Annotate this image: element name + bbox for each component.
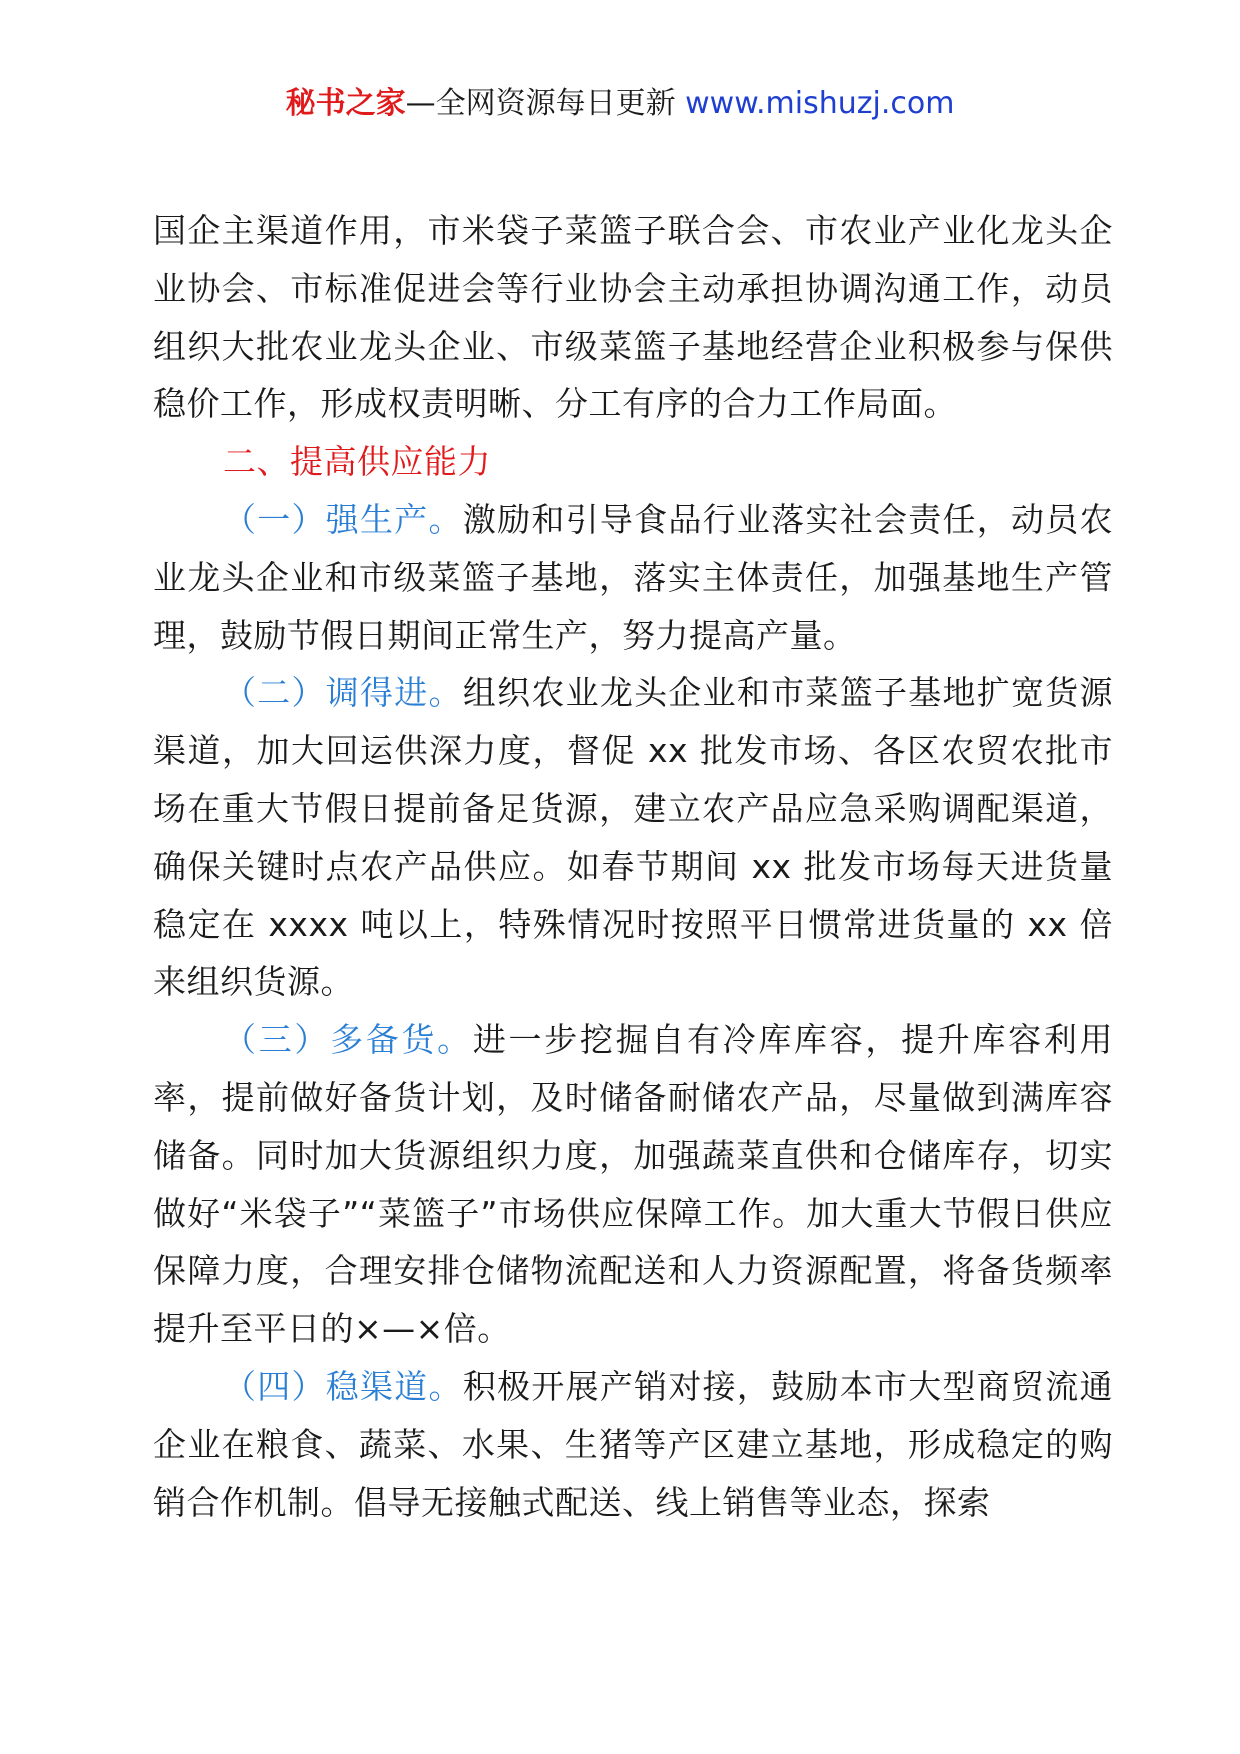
paragraph-lead: （二）调得进。 xyxy=(223,673,463,713)
paragraph-text: 激励和引导食品行业落实社会责任，动员农业龙头企业和市级菜篮子基地，落实主体责任，加强基地生产管理，鼓励节假日期间正常生产，努力提高产量。 xyxy=(153,499,1114,655)
site-tagline: —全网资源每日更新 xyxy=(405,86,686,121)
section-heading: 二、提高供应能力 xyxy=(223,442,491,482)
paragraph-text: 组织农业龙头企业和市菜篮子基地扩宽货源渠道，加大回运供深力度，督促 xx 批发市场、各区农贸农批市场在重大节假日提前备足货源，建立农产品应急采购调配渠道，确保关键时点农产品供应。如春节期间 xx 批发市场每天进货量稳定在 xxxx 吨以上，特殊情况时按照平日惯常进货量的 xx 倍来组织货源。 xyxy=(153,673,1114,1002)
paragraph-text: 国企主渠道作用，市米袋子菜篮子联合会、市农业产业化龙头企业协会、市标准促进会等行业协会主动承担协调沟通工作，动员组织大批农业龙头企业、市级菜篮子基地经营企业积极参与保供稳价工作，形成权责明晰、分工有序的合力工作局面。 xyxy=(153,211,1113,424)
paragraph-transfer-in xyxy=(153,664,1113,1011)
paragraph-stock-up xyxy=(153,1011,1113,1358)
paragraph-lead: （一）强生产。 xyxy=(223,499,463,539)
paragraph-strengthen-production xyxy=(153,491,1113,664)
paragraph-lead: （四）稳渠道。 xyxy=(223,1366,463,1406)
paragraph-lead: （三）多备货。 xyxy=(223,1020,473,1060)
document-body xyxy=(153,202,1113,1531)
paragraph-continuation xyxy=(153,202,1113,433)
paragraph-text: 进一步挖掘自有冷库库容，提升库容利用率，提前做好备货计划，及时储备耐储农产品，尽量做到满库容储备。同时加大货源组织力度，加强蔬菜直供和仓储库存，切实做好“米袋子”“菜篮子”市场供应保障工作。加大重大节假日供应保障力度，合理安排仓储物流配送和人力资源配置，将备货频率提升至平日的×—×倍。 xyxy=(153,1020,1113,1349)
site-brand: 秘书之家 xyxy=(285,86,406,121)
paragraph-stabilize-channels xyxy=(153,1358,1113,1531)
page-header xyxy=(0,84,1240,124)
paragraph-text: 积极开展产销对接，鼓励本市大型商贸流通企业在粮食、蔬菜、水果、生猪等产区建立基地，形成稳定的购销合作机制。倡导无接触式配送、线上销售等业态，探索 xyxy=(153,1366,1114,1522)
site-url[interactable]: www.mishuzj.com xyxy=(685,86,955,121)
